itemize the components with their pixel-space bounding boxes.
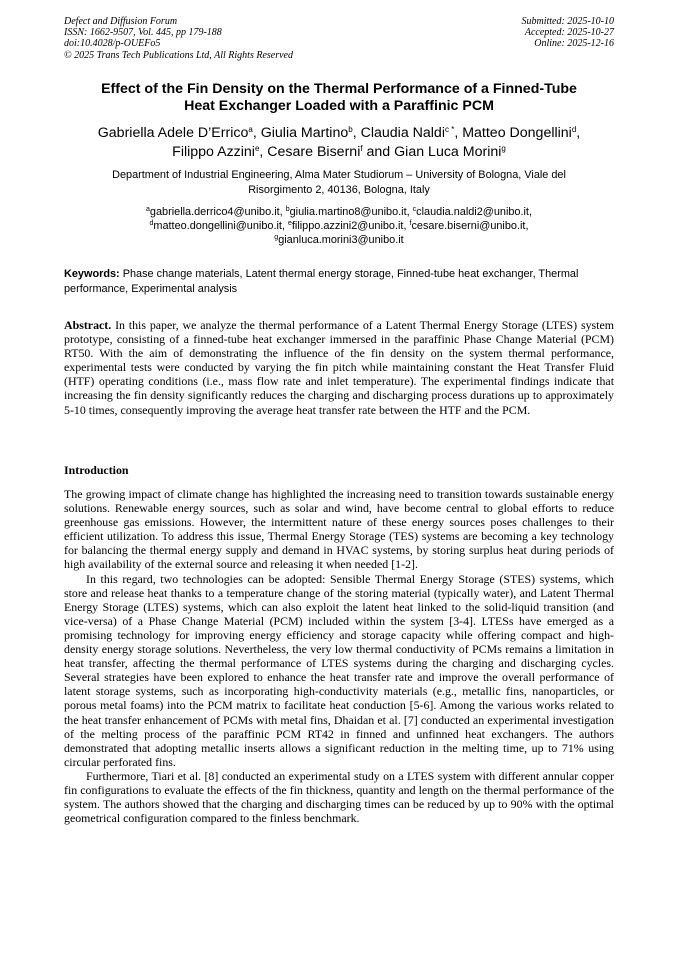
keywords-label: Keywords: bbox=[64, 268, 120, 280]
paragraph: In this regard, two technologies can be adopted: Sensible Thermal Energy Storage (STES) systems, which store and release heat thanks to a temperature change of the storing material (typically water), and Latent Thermal Energy Storage (LTES) systems, which can also exploit the latent heat linked to the solid-liquid transition (and vice-versa) of a Phase Change Material (PCM) included within the system [3-4]. LTESs have emerged as a promising technology for improving energy efficiency and storage capacity while offering compact and high-density energy storage solutions. Nevertheless, the very low thermal conductivity of PCMs remains a limitation in heat transfer, affecting the thermal performance of LTES systems during the charging and discharging cycles. Several strategies have been explored to enhance the heat transfer rate and improve the overall performance of latent storage systems, such as incorporating high-conductivity materials (e.g., metallic fins, nanoparticles, or porous metal foams) into the PCM matrix to facilitate heat conduction [5-6]. Among the various works related to the heat transfer enhancement of PCMs with metal fins, Dhaidan et al. [7] conducted an experimental investigation of the melting process of the paraffinic PCM RT42 in finned and unfinned heat exchangers. The authors demonstrated that adopting metallic inserts allows a significant reduction in the melting time, up to 71% using circular perforated fins. bbox=[64, 571, 614, 769]
email-link[interactable]: cesare.biserni@unibo.it bbox=[411, 219, 526, 232]
author-list bbox=[40, 124, 638, 162]
email-list bbox=[60, 206, 618, 247]
email-entry: $^a$gabriella.derrico4@unibo.it, bbox=[146, 206, 286, 218]
author: Gian Luca Morini$^g$ bbox=[394, 144, 506, 160]
publication-info bbox=[64, 16, 293, 61]
email-link[interactable]: matteo.dongellini@unibo.it bbox=[153, 219, 282, 232]
affiliation-line-1: Department of Industrial Engineering, Alma Mater Studiorum – University of Bologna, Viale del bbox=[112, 169, 566, 181]
abstract-label: Abstract. bbox=[64, 318, 112, 332]
introduction-body bbox=[64, 487, 614, 825]
title-line-2: Heat Exchanger Loaded with a Paraffinic PCM bbox=[184, 98, 494, 114]
title-line-1: Effect of the Fin Density on the Thermal Performance of a Finned-Tube bbox=[101, 81, 577, 97]
email-link[interactable]: gianluca.morini3@unibo.it bbox=[278, 233, 404, 246]
author-affil-mark: d bbox=[571, 125, 577, 134]
author: Gabriella Adele D’Errico$^a$, bbox=[97, 125, 261, 141]
email-link[interactable]: gabriella.derrico4@unibo.it bbox=[149, 206, 280, 218]
author: Cesare Biserni$^f$ and bbox=[267, 144, 395, 160]
email-entry: $^f$cesare.biserni@unibo.it, bbox=[409, 219, 529, 232]
issn-line: ISSN: 1662-9507, Vol. 445, pp 179-188 bbox=[64, 27, 222, 39]
author-affil-mark: c * bbox=[444, 125, 455, 134]
email-entry: $^d$matteo.dongellini@unibo.it, bbox=[149, 219, 288, 232]
abstract bbox=[64, 318, 614, 417]
author-affil-mark: g bbox=[501, 144, 506, 153]
author-affil-mark: a bbox=[248, 125, 253, 134]
email-entry: $^g$gianluca.morini3@unibo.it bbox=[274, 233, 404, 246]
email-entry: $^c$claudia.naldi2@unibo.it, bbox=[412, 206, 532, 218]
doi-line: doi:10.4028/p-OUEFo5 bbox=[64, 38, 161, 50]
journal-name: Defect and Diffusion Forum bbox=[64, 16, 178, 27]
email-entry: $^b$giulia.martino8@unibo.it, bbox=[285, 206, 413, 218]
paper-title bbox=[40, 81, 638, 115]
keywords-text: Phase change materials, Latent thermal energy storage, Finned-tube heat exchanger, Thermal performance, Experimental analysis bbox=[64, 268, 579, 295]
submitted-date: Submitted: 2025-10-10 bbox=[521, 16, 614, 27]
author: Filippo Azzini$^e$, bbox=[172, 144, 268, 160]
email-link[interactable]: giulia.martino8@unibo.it bbox=[289, 206, 407, 218]
keywords bbox=[64, 267, 614, 296]
publication-dates bbox=[522, 16, 615, 50]
copyright-line: © 2025 Trans Tech Publications Ltd, All Rights Reserved bbox=[64, 49, 293, 61]
author-affil-mark: b bbox=[348, 125, 353, 134]
section-heading-introduction: Introduction bbox=[64, 463, 129, 477]
affiliation bbox=[70, 168, 608, 198]
abstract-text: In this paper, we analyze the thermal performance of a Latent Thermal Energy Storage (LTES) system prototype, consisting of a finned-tube heat exchanger immersed in the paraffinic Phase Change Material (PCM) RT50. With the aim of demonstrating the influence of the fin density on the system thermal performance, experimental tests were conducted by varying the fin pitch while maintaining constant the Heat Transfer Fluid (HTF) operating conditions (i.e., mass flow rate and inlet temperature). The experimental findings indicate that increasing the fin density significantly reduces the charging and discharging process durations up to approximately 5-10 times, consequently improving the average heat transfer rate between the HTF and the PCM. bbox=[64, 318, 614, 417]
author: Giulia Martino$^b$, bbox=[260, 125, 361, 141]
affiliation-line-2: Risorgimento 2, 40136, Bologna, Italy bbox=[248, 184, 430, 196]
author: Claudia Naldi$^{c *}$, bbox=[360, 125, 463, 141]
author-affil-mark: e bbox=[254, 144, 260, 153]
paragraph: Furthermore, Tiari et al. [8] conducted an experimental study on a LTES system with different annular copper fin configurations to evaluate the effects of the fin thickness, quantity and length on the thermal performance of the system. The authors showed that the charging and discharging times can be reduced by up to 90% with the optimal geometrical configuration compared to the finless benchmark. bbox=[64, 768, 614, 826]
email-link[interactable]: claudia.naldi2@unibo.it bbox=[416, 206, 529, 218]
online-date: Online: 2025-12-16 bbox=[534, 38, 614, 50]
paragraph: The growing impact of climate change has highlighted the increasing need to transition towards sustainable energy solutions. Renewable energy sources, such as solar and wind, have become central to global efforts to reduce greenhouse gas emissions. However, the intermittent nature of these energy sources poses challenges to their efficient utilization. To address this issue, Thermal Energy Storage (TES) systems are becoming a key technology for balancing the thermal energy supply and demand in HVAC systems, by storing surplus heat during periods of high availability of the external source and releasing it when needed [1-2]. bbox=[64, 487, 614, 572]
accepted-date: Accepted: 2025-10-27 bbox=[524, 27, 614, 39]
author: Matteo Dongellini$^d$, bbox=[462, 125, 581, 141]
author-affil-mark: f bbox=[360, 144, 363, 153]
email-link[interactable]: filippo.azzini2@unibo.it bbox=[291, 219, 404, 232]
email-entry: $^e$filippo.azzini2@unibo.it, bbox=[287, 219, 410, 232]
